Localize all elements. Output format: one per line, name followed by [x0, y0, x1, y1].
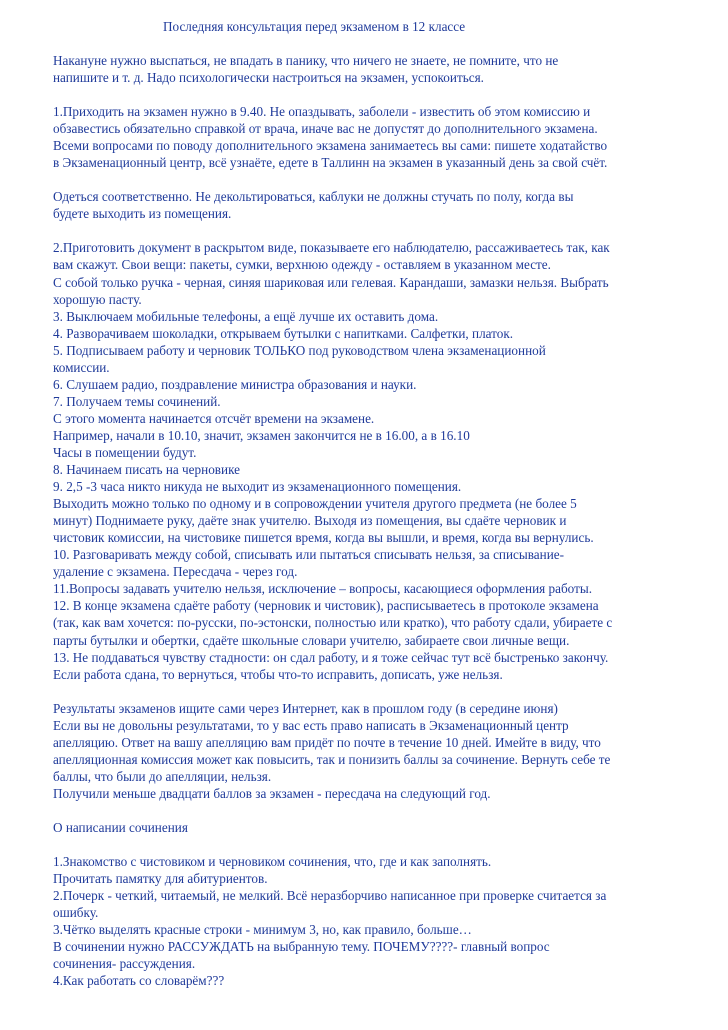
document-page [53, 18, 693, 989]
text-line: Одеться соответственно. Не декольтироваться, каблуки не должны стучать по полу, когда вы [53, 189, 574, 205]
text-line: Например, начали в 10.10, значит, экзамен закончится не в 16.00, а в 16.10 [53, 427, 470, 443]
text-line: хорошую пасту. [53, 291, 142, 307]
paragraph [53, 853, 693, 989]
text-line: Всеми вопросами по поводу дополнительного экзамена занимаетесь вы сами: пишете ходатайство [53, 138, 608, 154]
text-line: 9. 2,5 -3 часа никто никуда не выходит из экзаменационного помещения. [53, 479, 462, 495]
text-line: удаление с экзамена. Пересдача - через год. [53, 564, 298, 580]
text-line: Прочитать памятку для абитуриентов. [53, 871, 268, 887]
text-line: 5. Подписываем работу и черновик ТОЛЬКО под руководством члена экзаменационной [53, 342, 546, 358]
text-line: Если работа сдана, то вернуться, чтобы что-то исправить, дописать, уже нельзя. [53, 666, 503, 682]
text-line: апелляционная комиссия может как повысить, так и понизить баллы за сочинение. Вернуть себе те [53, 751, 611, 767]
text-line: Выходить можно только по одному и в сопровождении учителя другого предмета (не более 5 [53, 496, 577, 512]
text-line: апелляцию. Ответ на вашу апелляцию вам придёт по почте в течение 10 дней. Имейте в виду, что [53, 734, 601, 750]
paragraph [53, 239, 693, 682]
paragraph [53, 700, 693, 802]
text-line: 2.Приготовить документ в раскрытом виде, показываете его наблюдателю, рассаживаетесь так, как [53, 240, 610, 256]
text-line: 2.Почерк - четкий, читаемый, не мелкий. Всё неразборчиво написанное при проверке считается за [53, 888, 607, 904]
text-line: О написании сочинения [53, 819, 188, 835]
text-line: (так, как вам хочется: по-русски, по-эстонски, полностью или кратко), что работу сдали, убираете с [53, 615, 613, 631]
text-line: вам скажут. Свои вещи: пакеты, сумки, верхнюю одежду - оставляем в указанном месте. [53, 257, 551, 273]
text-line: чистовик комиссии, на чистовике пишется время, когда вы вышли, и время, когда вы вернулись. [53, 530, 594, 546]
text-line: Если вы не довольны результатами, то у вас есть право написать в Экзаменационный центр [53, 717, 569, 733]
text-line: 8. Начинаем писать на черновике [53, 462, 241, 478]
paragraph [53, 188, 693, 222]
text-line: Результаты экзаменов ищите сами через Интернет, как в прошлом году (в середине июня) [53, 700, 558, 716]
text-line: В сочинении нужно РАССУЖДАТЬ на выбранную тему. ПОЧЕМУ????- главный вопрос [53, 939, 550, 955]
text-line: сочинения- рассуждения. [53, 956, 196, 972]
text-line: комиссии. [53, 359, 110, 375]
text-line: Часы в помещении будут. [53, 444, 197, 460]
text-line: Накануне нужно выспаться, не впадать в панику, что ничего не знаете, не помните, что не [53, 53, 559, 69]
text-line: 7. Получаем темы сочинений. [53, 393, 221, 409]
text-line: 10. Разговаривать между собой, списывать или пытаться списывать нельзя, за списывание- [53, 547, 565, 563]
document-title: Последняя консультация перед экзаменом в 12 классе [163, 19, 466, 34]
text-line: С этого момента начинается отсчёт времени на экзамене. [53, 410, 375, 426]
text-line: напишите и т. д. Надо психологически настроиться на экзамен, успокоиться. [53, 70, 484, 86]
text-line: 13. Не поддаваться чувству стадности: он сдал работу, и я тоже сейчас тут всё быстренько закончу. [53, 649, 609, 665]
paragraph [53, 52, 693, 86]
text-line: 1.Знакомство с чистовиком и черновиком сочинения, что, где и как заполнять. [53, 853, 492, 869]
text-line: баллы, что были до апелляции, нельзя. [53, 768, 272, 784]
text-line: парты бутылки и обертки, сдаёте школьные словари учителю, забираете свои личные вещи. [53, 632, 570, 648]
text-line: 11.Вопросы задавать учителю нельзя, исключение – вопросы, касающиеся оформления работы. [53, 581, 593, 597]
paragraph [53, 819, 693, 836]
text-line: в Экзаменационный центр, всё узнаёте, едете в Таллинн на экзамен в указанный день за свой счёт. [53, 155, 608, 171]
document-body [53, 52, 693, 989]
text-line: обзавестись обязательно справкой от врача, иначе вас не допустят до дополнительного экзамена. [53, 121, 598, 137]
text-line: 4.Как работать со словарём??? [53, 973, 225, 989]
paragraph [53, 103, 693, 171]
text-line: Получили меньше двадцати баллов за экзамен - пересдача на следующий год. [53, 785, 491, 801]
text-line: 12. В конце экзамена сдаёте работу (черновик и чистовик), расписываетесь в протоколе экзамена [53, 598, 599, 614]
text-line: 1.Приходить на экзамен нужно в 9.40. Не опаздывать, заболели - известить об этом комиссию и [53, 104, 591, 120]
text-line: 3.Чётко выделять красные строки - минимум 3, но, как правило, больше… [53, 922, 472, 938]
text-line: С собой только ручка - черная, синяя шариковая или гелевая. Карандаши, замазки нельзя. Выбрать [53, 274, 609, 290]
text-line: будете выходить из помещения. [53, 206, 232, 222]
text-line: 6. Слушаем радио, поздравление министра образования и науки. [53, 376, 417, 392]
text-line: минут) Поднимаете руку, даёте знак учителю. Выходя из помещения, вы сдаёте черновик и [53, 513, 567, 529]
text-line: 3. Выключаем мобильные телефоны, а ещё лучше их оставить дома. [53, 308, 439, 324]
text-line: ошибку. [53, 905, 99, 921]
text-line: 4. Разворачиваем шоколадки, открываем бутылки с напитками. Салфетки, платок. [53, 325, 514, 341]
